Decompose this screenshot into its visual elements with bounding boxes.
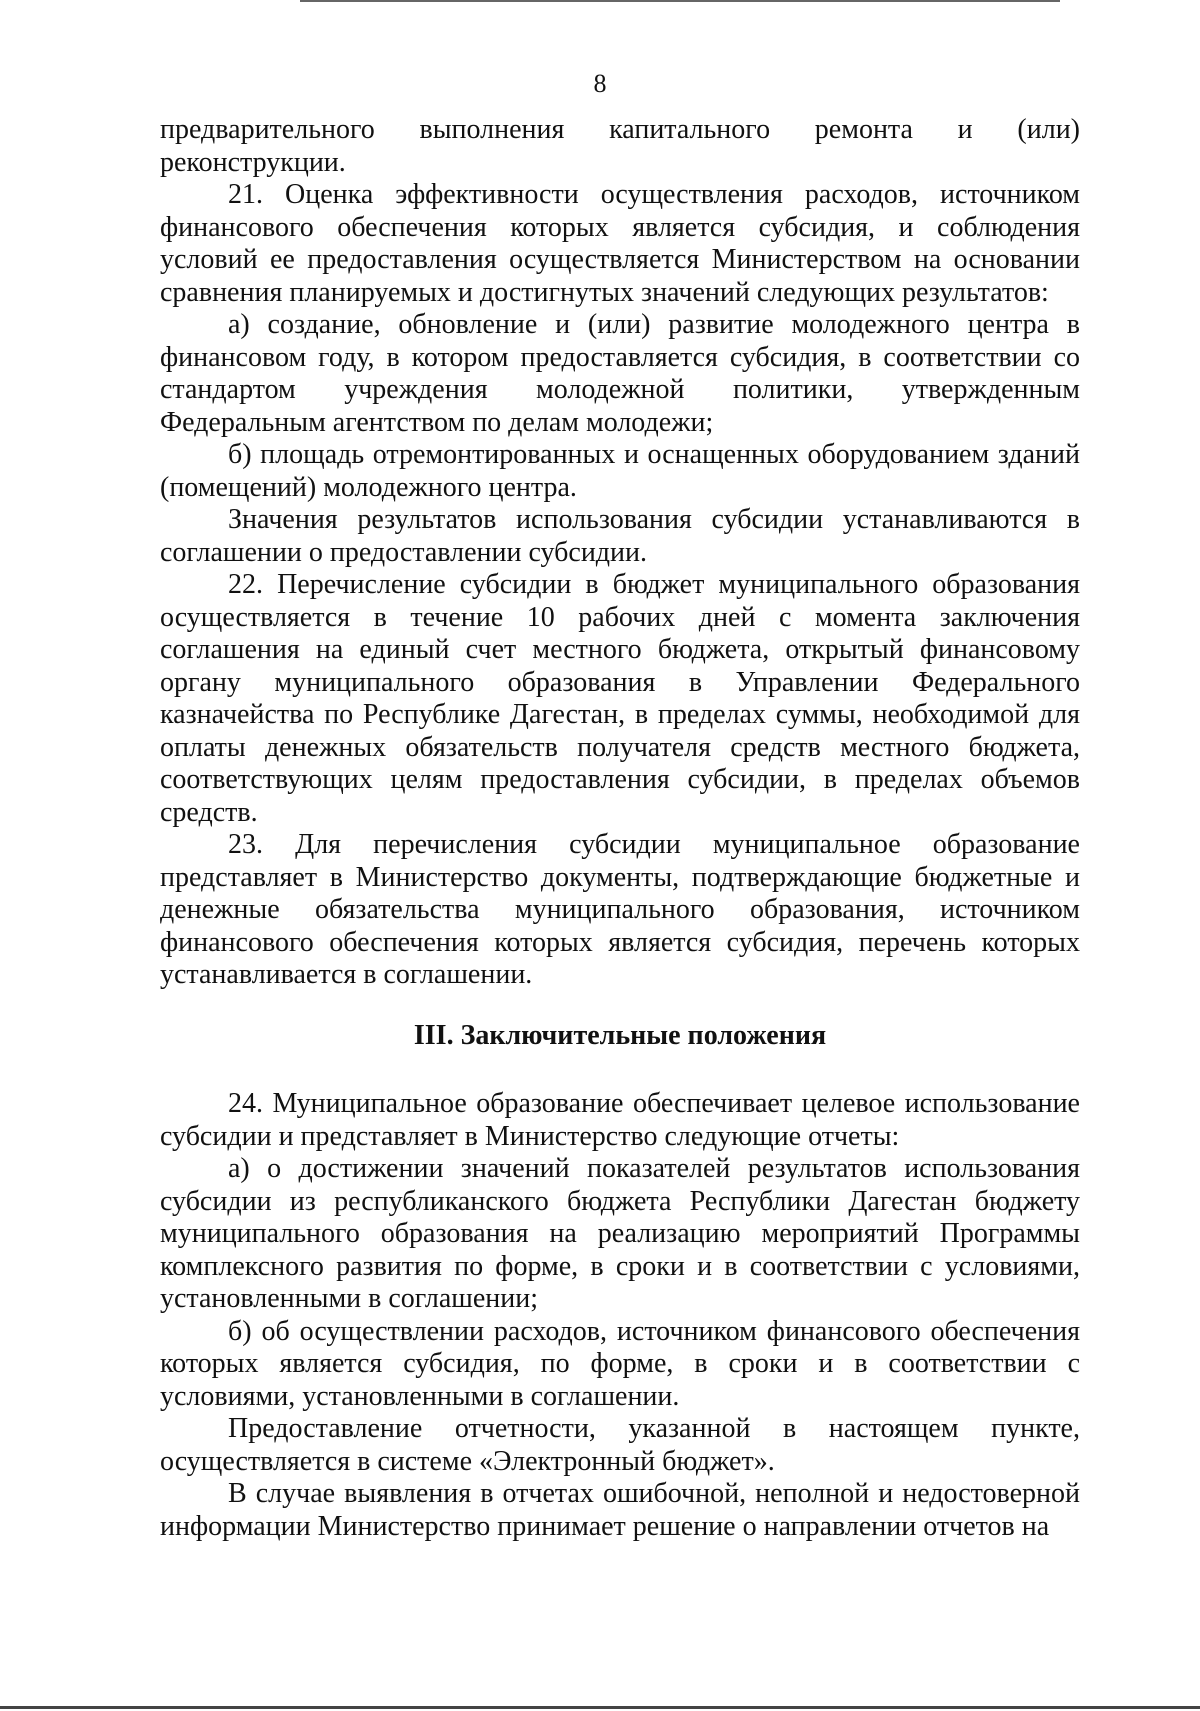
scan-edge-bottom	[0, 1706, 1200, 1709]
paragraph: а) о достижении значений показателей результатов использования субсидии из республиканского бюджета Республики Дагестан бюджету муниципального образования на реализацию мероприятий Программы комплексного развития по форме, в сроки и в соответствии с условиями, установленными в соглашении;	[160, 1153, 1080, 1314]
paragraph: б) об осуществлении расходов, источником финансового обеспечения которых является субсидия, по форме, в сроки и в соответствии с условиями, установленными в соглашении.	[160, 1315, 1080, 1412]
scan-edge-top	[300, 0, 1060, 2]
paragraph: 21. Оценка эффективности осуществления расходов, источником финансового обеспечения которых является субсидия, и соблюдения условий ее предоставления осуществляется Министерством на основании сравнения планируемых и достигнутых значений следующих результатов:	[160, 179, 1080, 308]
document-body	[160, 114, 1080, 1543]
paragraph: б) площадь отремонтированных и оснащенных оборудованием зданий (помещений) молодежного центра.	[160, 439, 1080, 503]
paragraph: В случае выявления в отчетах ошибочной, неполной и недостоверной информации Министерство принимает решение о направлении отчетов на	[160, 1478, 1080, 1542]
section-heading: III. Заключительные положения	[413, 1019, 827, 1051]
paragraph: Значения результатов использования субсидии устанавливаются в соглашении о предоставлении субсидии.	[160, 504, 1080, 568]
paragraph: Предоставление отчетности, указанной в настоящем пункте, осуществляется в системе «Электронный бюджет».	[160, 1413, 1080, 1477]
paragraph: 22. Перечисление субсидии в бюджет муниципального образования осуществляется в течение 10 рабочих дней с момента заключения соглашения на единый счет местного бюджета, открытый финансовому органу муниципального образования в Управлении Федерального казначейства по Республике Дагестан, в пределах суммы, необходимой для оплаты денежных обязательств получателя средств местного бюджета, соответствующих целям предоставления субсидии, в пределах объемов средств.	[160, 569, 1080, 828]
paragraph: 23. Для перечисления субсидии муниципальное образование представляет в Министерство документы, подтверждающие бюджетные и денежные обязательства муниципального образования, источником финансового обеспечения которых является субсидия, перечень которых устанавливается в соглашении.	[160, 829, 1080, 990]
paragraph: а) создание, обновление и (или) развитие молодежного центра в финансовом году, в котором предоставляется субсидия, в соответствии со стандартом учреждения молодежной политики, утвержденным Федеральным агентством по делам молодежи;	[160, 309, 1080, 438]
paragraph: предварительного выполнения капитального ремонта и (или) реконструкции.	[160, 114, 1080, 178]
paragraph: 24. Муниципальное образование обеспечивает целевое использование субсидии и представляет в Министерство следующие отчеты:	[160, 1088, 1080, 1152]
page-number: 8	[593, 69, 607, 98]
